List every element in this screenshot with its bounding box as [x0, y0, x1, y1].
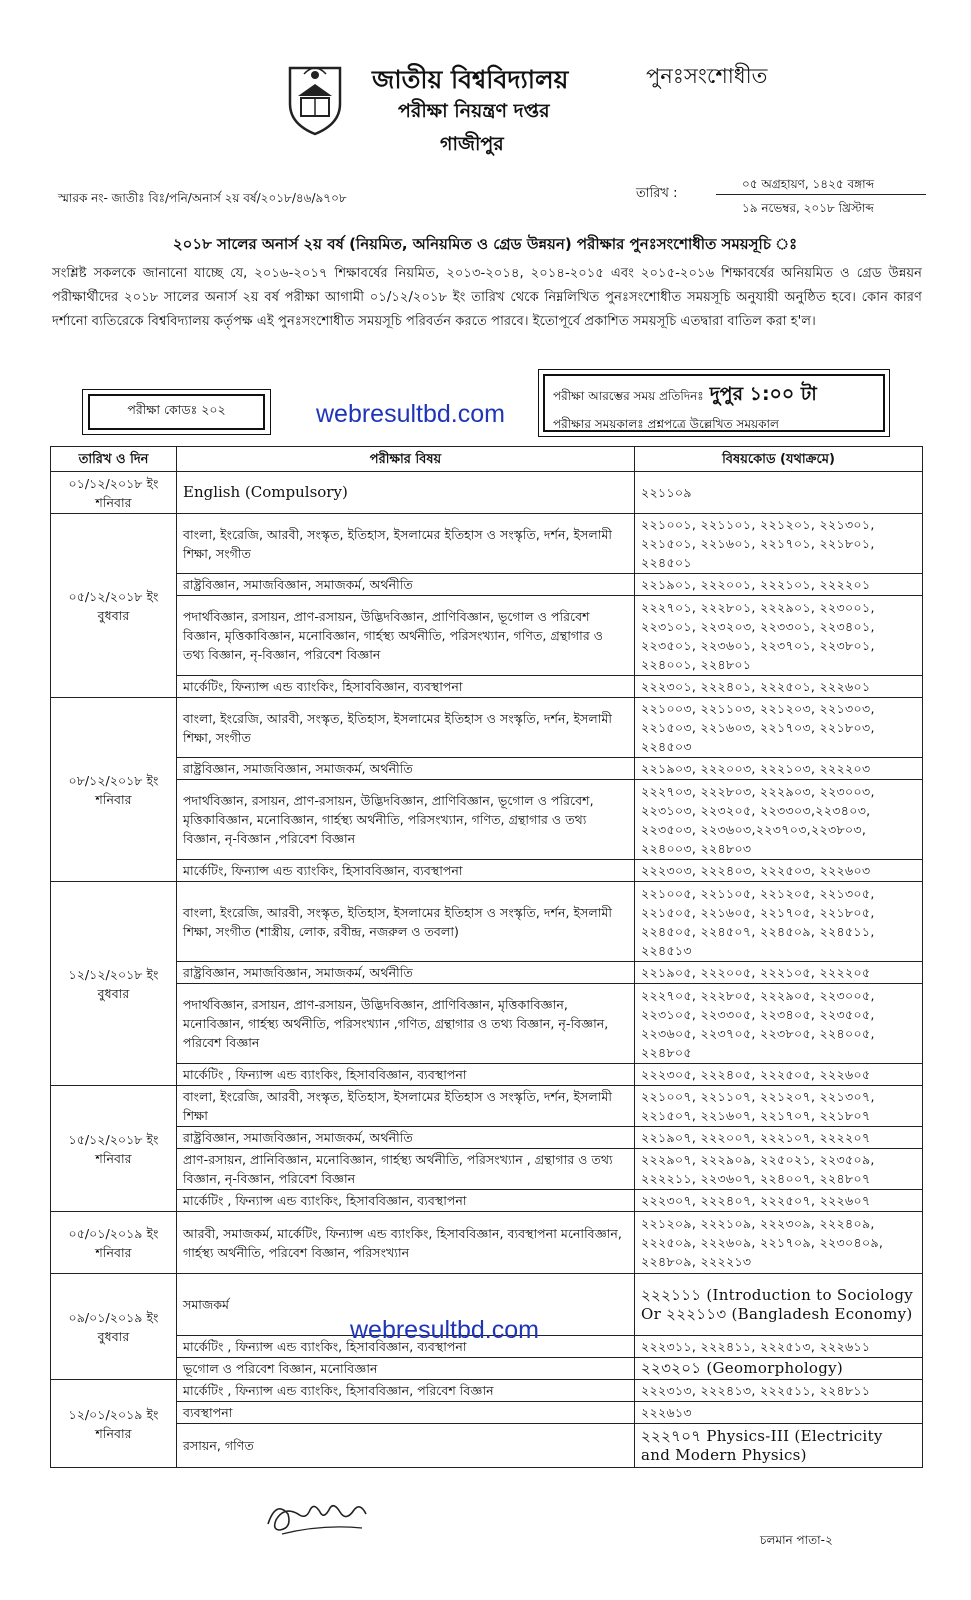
code-cell: ২২১০০৩, ২২১১০৩, ২২১২০৩, ২২১৩০৩, ২২১৫০৩, ২২১৬০৩, ২২১৭০৩, ২২১৮০৩, ২২৪৫০৩: [635, 698, 923, 758]
table-row: [51, 882, 923, 962]
exam-date-cell: [51, 472, 177, 514]
code-cell: ২২১০০৫, ২২১১০৫, ২২১২০৫, ২২১৩০৫, ২২১৫০৫, ২২১৬০৫, ২২১৭০৫, ২২১৮০৫, ২২৪৫০৫, ২২৪৫০৭, ২২৪৫০৯, ২২৪৫১১, ২২৪৫১৩: [635, 882, 923, 962]
exam-day: বুধবার: [97, 985, 130, 1001]
exam-date-cell: [51, 1274, 177, 1380]
code-cell: ২২২৩১৩, ২২২৪১৩, ২২২৫১১, ২২৪৮১১: [635, 1380, 923, 1402]
exam-duration: পরীক্ষার সময়কালঃ প্রশ্নপত্রে উল্লেখিত সময়কাল: [553, 417, 779, 431]
subject-cell: মার্কেটিং, ফিন্যান্স এন্ড ব্যাংকিং, হিসাববিজ্ঞান, ব্যবস্থাপনা: [177, 676, 635, 698]
subject-cell: রাষ্ট্রবিজ্ঞান, সমাজবিজ্ঞান, সমাজকর্ম, অর্থনীতি: [177, 574, 635, 596]
exam-date: ১২/১২/২০১৮ ইং: [68, 966, 159, 982]
exam-day: শনিবার: [95, 494, 132, 510]
table-row: [51, 962, 923, 984]
header-date: তারিখ ও দিন: [51, 447, 177, 472]
table-row: [51, 676, 923, 698]
table-row: [51, 758, 923, 780]
subject-cell: মার্কেটিং , ফিন্যান্স এন্ড ব্যাংকিং, হিসাববিজ্ঞান, ব্যবস্থাপনা: [177, 1064, 635, 1086]
schedule-table: [50, 446, 923, 1468]
table-row: [51, 984, 923, 1064]
subject-cell: সমাজকর্ম: [177, 1274, 635, 1336]
exam-date-cell: [51, 882, 177, 1086]
subject-cell: মার্কেটিং , ফিন্যান্স এন্ড ব্যাংকিং, হিসাববিজ্ঞান, পরিবেশ বিজ্ঞান: [177, 1380, 635, 1402]
city-name: গাজীপুর: [440, 133, 504, 155]
exam-date-cell: [51, 1212, 177, 1274]
exam-day: শনিবার: [95, 1244, 132, 1260]
subject-cell: মার্কেটিং , ফিন্যান্স এন্ড ব্যাংকিং, হিসাববিজ্ঞান, ব্যবস্থাপনা: [177, 1190, 635, 1212]
table-row: [51, 698, 923, 758]
table-row: [51, 1402, 923, 1424]
subject-cell: পদার্থবিজ্ঞান, রসায়ন, প্রাণ-রসায়ন, উদ্ভিদবিজ্ঞান, প্রাণিবিজ্ঞান, ভূগোল ও পরিবেশ বিজ্ঞান, মৃত্তিকাবিজ্ঞান, মনোবিজ্ঞান, গার্হস্থ্য অর্থনীতি, পরিসংখ্যান, গণিত, গ্রন্থাগার ও তথ্য বিজ্ঞান, নৃ-বিজ্ঞান, পরিবেশ বিজ্ঞান: [177, 596, 635, 676]
start-time-label: পরীক্ষা আরম্ভের সময় প্রতিদিনঃ: [553, 389, 704, 403]
exam-date: ০১/১২/২০১৮ ইং: [68, 475, 159, 491]
subject-cell: ব্যবস্থাপনা: [177, 1402, 635, 1424]
code-cell: ২২১৯০৩, ২২২০০৩, ২২২১০৩, ২২২২০৩: [635, 758, 923, 780]
header-codes: বিষয়কোড (যথাক্রমে): [635, 447, 923, 472]
exam-date-cell: [51, 1380, 177, 1468]
subject-cell: রাষ্ট্রবিজ্ঞান, সমাজবিজ্ঞান, সমাজকর্ম, অর্থনীতি: [177, 962, 635, 984]
table-row: [51, 1190, 923, 1212]
exam-code-box: [82, 389, 271, 435]
subject-cell: মার্কেটিং, ফিন্যান্স এন্ড ব্যাংকিং, হিসাববিজ্ঞান, ব্যবস্থাপনা: [177, 860, 635, 882]
exam-day: বুধবার: [97, 1328, 130, 1344]
code-cell: ২২১৯০৫, ২২২০০৫, ২২২১০৫, ২২২২০৫: [635, 962, 923, 984]
exam-date: ১২/০১/২০১৯ ইং: [68, 1406, 159, 1422]
code-cell: ২২১৯০১, ২২২০০১, ২২২১০১, ২২২২০১: [635, 574, 923, 596]
notice-body: সংশ্লিষ্ট সকলকে জানানো যাচ্ছে যে, ২০১৬-২০১৭ শিক্ষাবর্ষের নিয়মিত, ২০১৩-২০১৪, ২০১৪-২০১৫ এবং ২০১৫-২০১৬ শিক্ষাবর্ষের অনিয়মিত ও গ্রেড উন্নয়ন পরীক্ষার্থীদের ২০১৮ সালের অনার্স ২য় বর্ষ পরীক্ষা আগামী ০১/১২/২০১৮ ইং তারিখ থেকে নিম্নলিখিত পুনঃসংশোধীত সময়সূচি অনুযায়ী অনুষ্ঠিত হবে। কোন কারণ দর্শানো ব্যতিরেকে বিশ্ববিদ্যালয় কর্তৃপক্ষ এই পুনঃসংশোধীত সময়সূচি পরিবর্তন করতে পারবে। ইতোপূর্বে প্রকাশিত সময়সূচি এতদ্বারা বাতিল করা হ'ল।: [52, 266, 922, 329]
table-row: [51, 1424, 923, 1468]
exam-time-box: [538, 369, 890, 437]
start-time: দুপুর ১:০০ টা: [709, 383, 817, 405]
subject-cell: ভূগোল ও পরিবেশ বিজ্ঞান, মনোবিজ্ঞান: [177, 1358, 635, 1380]
code-cell: ২২১১০৯: [635, 472, 923, 514]
table-row: [51, 780, 923, 860]
table-row: [51, 574, 923, 596]
exam-date: ১৫/১২/২০১৮ ইং: [68, 1131, 159, 1147]
office-name: পরীক্ষা নিয়ন্ত্রণ দপ্তর: [398, 100, 550, 122]
subject-cell: পদার্থবিজ্ঞান, রসায়ন, প্রাণ-রসায়ন, উদ্ভিদবিজ্ঞান, প্রাণিবিজ্ঞান, ভূগোল ও পরিবেশ, মৃত্তিকাবিজ্ঞান, মনোবিজ্ঞান, গার্হস্থ্য অর্থনীতি, পরিসংখ্যান, গণিত, গ্রন্থাগার ও তথ্য বিজ্ঞান, নৃ-বিজ্ঞান ,পরিবেশ বিজ্ঞান: [177, 780, 635, 860]
code-cell: ২২১২০৯, ২২২১০৯, ২২২৩০৯, ২২২৪০৯, ২২২৫০৯, ২২২৬০৯, ২২১৭০৯, ২২৩০৪০৯, ২২৪৮০৯, ২২২২১৩: [635, 1212, 923, 1274]
code-cell: ২২২৭০১, ২২২৮০১, ২২২৯০১, ২২৩০০১, ২২৩১০১, ২২৩২০৩, ২২৩৩০১, ২২৩৪০১, ২২৩৫০১, ২২৩৬০১, ২২৩৭০১, ২২৩৮০১, ২২৪০০১, ২২৪৮০১: [635, 596, 923, 676]
date-bangla: ০৫ অগ্রহায়ণ, ১৪২৫ বঙ্গাব্দ: [742, 177, 875, 191]
code-cell: ২২২৩০১, ২২২৪০১, ২২২৫০১, ২২২৬০১: [635, 676, 923, 698]
code-cell: ২২২৭০৩, ২২২৮০৩, ২২২৯০৩, ২২৩০০৩, ২২৩১০৩, ২২৩২০৫, ২২৩৩০৩,২২৩৪০৩, ২২৩৫০৩, ২২৩৬০৩,২২৩৭০৩,২২৩৮০৩, ২২৪০০৩, ২২৪৮০৩: [635, 780, 923, 860]
subject-cell: রাষ্ট্রবিজ্ঞান, সমাজবিজ্ঞান, সমাজকর্ম, অর্থনীতি: [177, 758, 635, 780]
code-cell: ২২২৭০৭ Physics-III (Electricity and Modern Physics): [635, 1424, 923, 1468]
code-cell: ২২২৩০৫, ২২২৪০৫, ২২২৫০৫, ২২২৬০৫: [635, 1064, 923, 1086]
subject-cell: বাংলা, ইংরেজি, আরবী, সংস্কৃত, ইতিহাস, ইসলামের ইতিহাস ও সংস্কৃতি, দর্শন, ইসলামী শিক্ষা, সংগীত: [177, 698, 635, 758]
subject-cell: প্রাণ-রসায়ন, প্রানিবিজ্ঞান, মনোবিজ্ঞান, গার্হস্থ্য অর্থনীতি, পরিসংখ্যান , গ্রন্থাগার ও তথ্য বিজ্ঞান, নৃ-বিজ্ঞান, পরিবেশ বিজ্ঞান: [177, 1149, 635, 1190]
table-row: [51, 1358, 923, 1380]
exam-date: ০৯/০১/২০১৯ ইং: [68, 1309, 159, 1325]
table-row: [51, 514, 923, 574]
table-row: [51, 860, 923, 882]
exam-date: ০৫/০১/২০১৯ ইং: [68, 1225, 159, 1241]
exam-date-cell: [51, 698, 177, 882]
subject-cell: আরবী, সমাজকর্ম, মার্কেটিং, ফিন্যান্স এন্ড ব্যাংকিং, হিসাববিজ্ঞান, ব্যবস্থাপনা মনোবিজ্ঞান, গার্হস্থ্য অর্থনীতি, পরিবেশ বিজ্ঞান, পরিসংখ্যান: [177, 1212, 635, 1274]
continued-page-note: চলমান পাতা-২: [760, 1533, 833, 1547]
subject-cell: বাংলা, ইংরেজি, আরবী, সংস্কৃত, ইতিহাস, ইসলামের ইতিহাস ও সংস্কৃতি, দর্শন, ইসলামী শিক্ষা, সংগীত (শাস্ত্রীয়, লোক, রবীন্দ্র, নজরুল ও তবলা): [177, 882, 635, 962]
table-row: [51, 472, 923, 514]
signature: [262, 1494, 372, 1540]
memo-reference: স্মারক নং- জাতীঃ বিঃ/পনি/অনার্স ২য় বর্ষ/২০১৮/৪৬/৯৭০৮: [58, 191, 347, 205]
exam-date: ০৮/১২/২০১৮ ইং: [68, 772, 159, 788]
exam-day: শনিবার: [95, 1150, 132, 1166]
date-label: তারিখ :: [636, 186, 678, 201]
code-cell: ২২১৯০৭, ২২২০০৭, ২২২১০৭, ২২২২০৭: [635, 1127, 923, 1149]
exam-day: শনিবার: [95, 791, 132, 807]
subject-cell: বাংলা, ইংরেজি, আরবী, সংস্কৃত, ইতিহাস, ইসলামের ইতিহাস ও সংস্কৃতি, দর্শন, ইসলামী শিক্ষা: [177, 1086, 635, 1127]
code-cell: ২২১০০৭, ২২১১০৭, ২২১২০৭, ২২১৩০৭, ২২১৫০৭, ২২১৬০৭, ২২১৭০৭, ২২১৮০৭: [635, 1086, 923, 1127]
code-cell: ২২২৬১৩: [635, 1402, 923, 1424]
exam-code: পরীক্ষা কোডঃ ২০২: [88, 394, 265, 430]
code-cell: ২২১০০১, ২২১১০১, ২২১২০১, ২২১৩০১, ২২১৫০১, ২২১৬০১, ২২১৭০১, ২২১৮০১, ২২৪৫০১: [635, 514, 923, 574]
table-row: [51, 1127, 923, 1149]
exam-date-cell: [51, 514, 177, 698]
code-cell: ২২২৭০৫, ২২২৮০৫, ২২২৯০৫, ২২৩০০৫, ২২৩১০৫, ২২৩৩০৫, ২২৩৪০৫, ২২৩৫০৫, ২২৩৬০৫, ২২৩৭০৫, ২২৩৮০৫, ২২৪০০৫, ২২৪৮০৫: [635, 984, 923, 1064]
table-header-row: [51, 447, 923, 472]
code-cell: ২২৩২০১ (Geomorphology): [635, 1358, 923, 1380]
university-logo: [284, 58, 346, 138]
code-cell: ২২২৩১১, ২২২৪১১, ২২২৫১৩, ২২২৬১১: [635, 1336, 923, 1358]
code-cell: ২২২৩০৩, ২২২৪০৩, ২২২৫০৩, ২২২৬০৩: [635, 860, 923, 882]
date-english: ১৯ নভেম্বর, ২০১৮ খ্রিস্টাব্দ: [742, 201, 874, 215]
revised-mark: পুনঃসংশোধীত: [646, 64, 768, 88]
table-row: [51, 1064, 923, 1086]
exam-day: বুধবার: [97, 607, 130, 623]
header-subject: পরীক্ষার বিষয়: [177, 447, 635, 472]
exam-date: ০৫/১২/২০১৮ ইং: [68, 588, 159, 604]
table-row: [51, 596, 923, 676]
subject-cell: মার্কেটিং , ফিন্যান্স এন্ড ব্যাংকিং, হিসাববিজ্ঞান, ব্যবস্থাপনা: [177, 1336, 635, 1358]
subject-cell: রাষ্ট্রবিজ্ঞান, সমাজবিজ্ঞান, সমাজকর্ম, অর্থনীতি: [177, 1127, 635, 1149]
watermark: webresultbd.com: [350, 1316, 539, 1344]
notice-heading: ২০১৮ সালের অনার্স ২য় বর্ষ (নিয়মিত, অনিয়মিত ও গ্রেড উন্নয়ন) পরীক্ষার পুনঃসংশোধীত সময়সূচি ঃ: [172, 235, 798, 253]
table-row: [51, 1380, 923, 1402]
university-name: জাতীয় বিশ্ববিদ্যালয়: [372, 65, 569, 94]
subject-cell: বাংলা, ইংরেজি, আরবী, সংস্কৃত, ইতিহাস, ইসলামের ইতিহাস ও সংস্কৃতি, দর্শন, ইসলামী শিক্ষা, সংগীত: [177, 514, 635, 574]
date-divider: [716, 194, 926, 195]
subject-cell: পদার্থবিজ্ঞান, রসায়ন, প্রাণ-রসায়ন, উদ্ভিদবিজ্ঞান, প্রাণিবিজ্ঞান, মৃত্তিকাবিজ্ঞান, মনোবিজ্ঞান, গার্হস্থ্য অর্থনীতি, পরিসংখ্যান ,গণিত, গ্রন্থাগার ও তথ্য বিজ্ঞান, নৃ-বিজ্ঞান, পরিবেশ বিজ্ঞান: [177, 984, 635, 1064]
table-row: [51, 1149, 923, 1190]
subject-cell: English (Compulsory): [177, 472, 635, 514]
code-cell: ২২২৯০৭, ২২২৯০৯, ২২৫০২১, ২২৩৫০৯, ২২২২১১, ২২৩৬০৭, ২২৪০০৭, ২২৪৮০৭: [635, 1149, 923, 1190]
code-cell: ২২২৩০৭, ২২২৪০৭, ২২২৫০৭, ২২২৬০৭: [635, 1190, 923, 1212]
watermark: webresultbd.com: [316, 400, 505, 428]
table-row: [51, 1086, 923, 1127]
table-row: [51, 1212, 923, 1274]
code-cell: ২২২১১১ (Introduction to Sociology Or ২২২১১৩ (Bangladesh Economy): [635, 1274, 923, 1336]
exam-day: শনিবার: [95, 1425, 132, 1441]
subject-cell: রসায়ন, গণিত: [177, 1424, 635, 1468]
exam-date-cell: [51, 1086, 177, 1212]
